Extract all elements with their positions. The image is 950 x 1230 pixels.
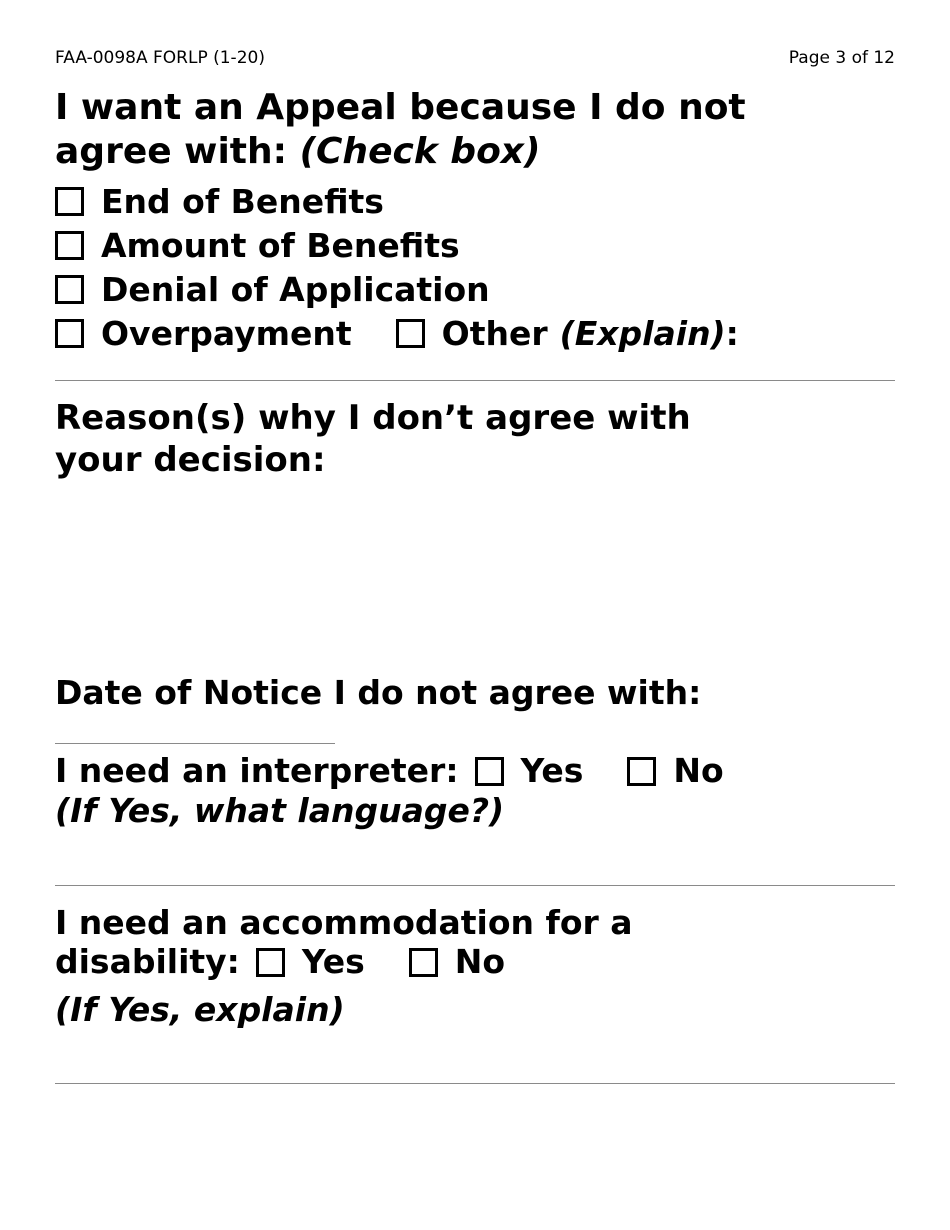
spacer — [55, 350, 895, 380]
accommodation-label-line1: I need an accommodation for a — [55, 902, 633, 942]
appeal-option-label: Amount of Benefits — [101, 225, 460, 265]
accommodation-yes-label: Yes — [301, 941, 365, 981]
page-number-label: Page 3 of 12 — [788, 48, 895, 68]
page-header — [55, 48, 895, 68]
appeal-option-overpayment-other-row — [55, 313, 895, 353]
spacer — [55, 1029, 895, 1059]
accommodation-no-label: No — [454, 941, 506, 981]
divider-bottom — [55, 1083, 895, 1084]
reason-write-in-area[interactable] — [55, 482, 895, 672]
appeal-heading — [55, 86, 895, 174]
appeal-option-denial-of-application[interactable] — [55, 269, 895, 309]
appeal-option-label: Overpayment — [101, 313, 352, 353]
spacer — [55, 1059, 895, 1083]
notice-date-label: Date of Notice I do not agree with: — [55, 672, 702, 712]
interpreter-language-note: (If Yes, what language?) — [55, 791, 505, 830]
reason-heading-line2: your decision: — [55, 440, 326, 481]
checkbox-icon[interactable] — [627, 757, 656, 786]
appeal-heading-line1: I want an Appeal because I do not — [55, 87, 746, 128]
spacer — [55, 861, 895, 885]
checkbox-icon[interactable] — [55, 319, 84, 348]
checkbox-icon[interactable] — [55, 231, 84, 260]
interpreter-row — [55, 752, 895, 791]
spacer — [55, 982, 895, 990]
reason-heading — [55, 397, 895, 482]
interpreter-yes-label: Yes — [520, 751, 584, 791]
appeal-option-amount-of-benefits[interactable] — [55, 225, 895, 265]
checkbox-icon[interactable] — [55, 187, 84, 216]
appeal-other-colon: : — [725, 313, 739, 353]
reason-heading-line1: Reason(s) why I don’t agree with — [55, 397, 691, 438]
appeal-option-label: Denial of Application — [101, 269, 490, 309]
checkbox-icon[interactable] — [475, 757, 504, 786]
accommodation-explain-note: (If Yes, explain) — [55, 989, 345, 1029]
appeal-option-end-of-benefits[interactable] — [55, 181, 895, 221]
appeal-option-label: End of Benefits — [101, 181, 384, 221]
form-id-label: FAA-0098A FORLP (1-20) — [55, 48, 265, 68]
interpreter-label: I need an interpreter: — [55, 751, 459, 791]
accommodation-label-line2: disability: — [55, 941, 240, 981]
accommodation-row — [55, 943, 895, 982]
appeal-other-explain-note: (Explain) — [559, 313, 726, 353]
spacer — [55, 831, 895, 861]
appeal-heading-line2: agree with: — [55, 130, 288, 172]
spacer — [55, 381, 895, 397]
appeal-heading-note: (Check box) — [299, 130, 541, 172]
interpreter-no-label: No — [673, 751, 724, 791]
checkbox-icon[interactable] — [409, 948, 438, 977]
checkbox-icon[interactable] — [396, 319, 425, 348]
appeal-option-label: Other — [441, 313, 548, 353]
checkbox-icon[interactable] — [55, 275, 84, 304]
spacer — [55, 886, 895, 902]
checkbox-icon[interactable] — [256, 948, 285, 977]
spacer — [55, 713, 895, 743]
